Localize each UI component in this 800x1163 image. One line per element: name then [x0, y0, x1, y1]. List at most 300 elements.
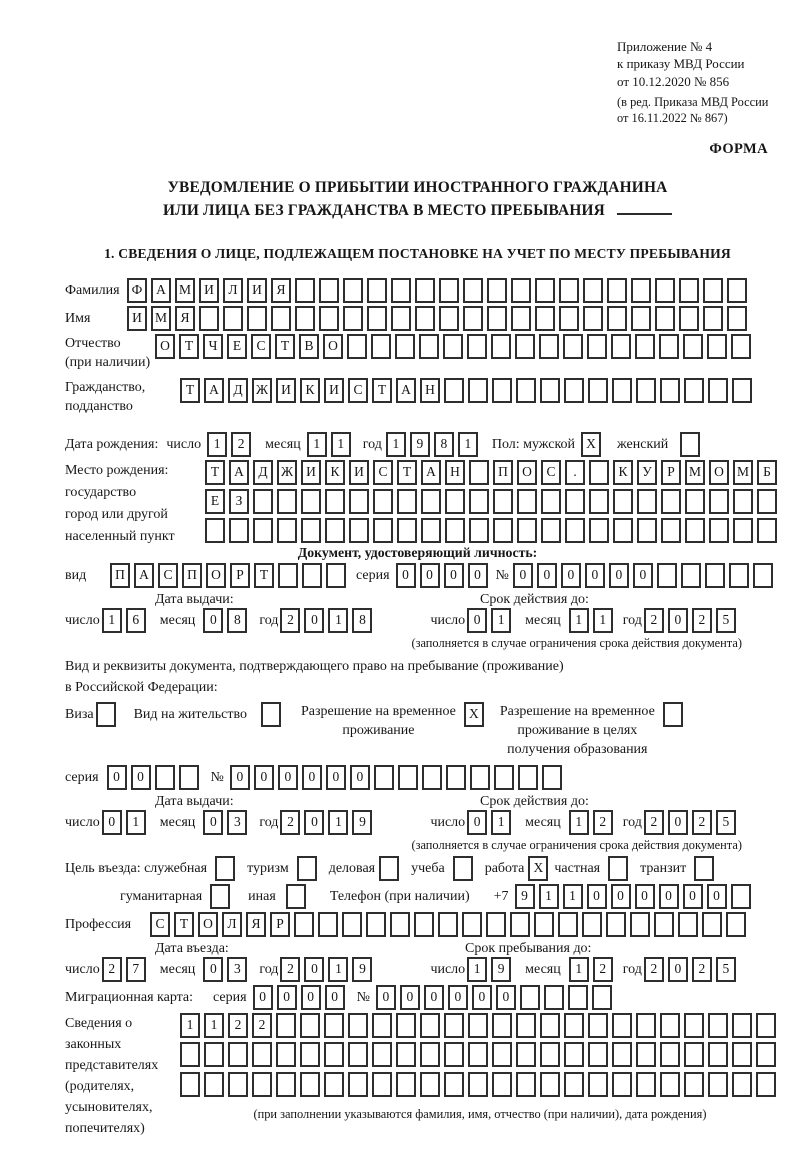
cell[interactable]	[559, 306, 579, 331]
cell[interactable]: О	[517, 460, 537, 485]
purpose-study-checkbox[interactable]	[453, 856, 477, 881]
cell[interactable]	[535, 278, 555, 303]
cell[interactable]	[685, 518, 705, 543]
cell[interactable]	[636, 378, 656, 403]
cell[interactable]: Т	[372, 378, 392, 403]
cell[interactable]	[733, 518, 753, 543]
surname-input[interactable]	[127, 278, 751, 303]
cell[interactable]: И	[199, 278, 219, 303]
cell[interactable]: А	[204, 378, 224, 403]
cell[interactable]	[349, 518, 369, 543]
cell[interactable]	[564, 1072, 584, 1097]
cell[interactable]: 0	[203, 810, 223, 835]
cell[interactable]	[588, 1072, 608, 1097]
cell[interactable]: И	[127, 306, 147, 331]
cell[interactable]: Л	[222, 912, 242, 937]
cell[interactable]	[205, 518, 225, 543]
cell[interactable]	[654, 912, 674, 937]
cell[interactable]	[630, 912, 650, 937]
cell[interactable]: .	[565, 460, 585, 485]
cell[interactable]: 1	[569, 810, 589, 835]
cell[interactable]: 0	[304, 810, 324, 835]
cell[interactable]	[679, 306, 699, 331]
cell[interactable]: 1	[491, 608, 511, 633]
name-input[interactable]	[127, 306, 751, 331]
cell[interactable]	[372, 1042, 392, 1067]
cell[interactable]	[657, 563, 677, 588]
cell[interactable]	[462, 912, 482, 937]
cell[interactable]	[420, 1013, 440, 1038]
purpose-private-checkbox[interactable]	[608, 856, 632, 881]
cell[interactable]: Р	[230, 563, 250, 588]
cell[interactable]	[516, 1072, 536, 1097]
cell[interactable]: 9	[410, 432, 430, 457]
cell[interactable]: 1	[331, 432, 351, 457]
cell[interactable]: 0	[131, 765, 151, 790]
cell[interactable]	[444, 1072, 464, 1097]
cell[interactable]: Ф	[127, 278, 147, 303]
cell[interactable]	[756, 1013, 776, 1038]
cell[interactable]	[588, 1042, 608, 1067]
cell[interactable]	[414, 912, 434, 937]
cell[interactable]	[319, 278, 339, 303]
visa-checkbox[interactable]	[96, 702, 120, 727]
cell[interactable]	[516, 1042, 536, 1067]
cell[interactable]: 0	[537, 563, 557, 588]
doc-issue-year-input[interactable]	[280, 608, 376, 633]
cell[interactable]: 0	[376, 985, 396, 1010]
cell[interactable]	[568, 985, 588, 1010]
cell[interactable]	[608, 856, 628, 881]
cell[interactable]	[631, 306, 651, 331]
cell[interactable]	[517, 489, 537, 514]
cell[interactable]	[252, 1042, 272, 1067]
cell[interactable]: Я	[271, 278, 291, 303]
cell[interactable]	[583, 306, 603, 331]
cell[interactable]	[204, 1042, 224, 1067]
cell[interactable]: 2	[280, 810, 300, 835]
cell[interactable]	[180, 1072, 200, 1097]
cell[interactable]	[277, 489, 297, 514]
cell[interactable]	[589, 489, 609, 514]
cell[interactable]	[611, 334, 631, 359]
cell[interactable]: С	[373, 460, 393, 485]
profession-input[interactable]	[150, 912, 750, 937]
permit-valid-year-input[interactable]	[644, 810, 740, 835]
cell[interactable]: 2	[280, 957, 300, 982]
cell[interactable]: 0	[611, 884, 631, 909]
cell[interactable]	[421, 518, 441, 543]
cell[interactable]: 0	[304, 957, 324, 982]
cell[interactable]: 0	[326, 765, 346, 790]
cell[interactable]	[589, 518, 609, 543]
cell[interactable]	[732, 1042, 752, 1067]
cell[interactable]	[612, 1072, 632, 1097]
cell[interactable]	[179, 765, 199, 790]
cell[interactable]	[544, 985, 564, 1010]
cell[interactable]	[540, 1013, 560, 1038]
cell[interactable]: С	[158, 563, 178, 588]
cell[interactable]	[492, 378, 512, 403]
cell[interactable]	[180, 1042, 200, 1067]
birth-year-input[interactable]	[386, 432, 482, 457]
cell[interactable]: 0	[587, 884, 607, 909]
cell[interactable]: 0	[633, 563, 653, 588]
cell[interactable]: Ч	[203, 334, 223, 359]
purpose-transit-checkbox[interactable]	[694, 856, 718, 881]
cell[interactable]: 0	[683, 884, 703, 909]
cell[interactable]	[486, 912, 506, 937]
cell[interactable]	[703, 306, 723, 331]
cell[interactable]	[397, 489, 417, 514]
cell[interactable]: И	[276, 378, 296, 403]
cell[interactable]	[469, 518, 489, 543]
cell[interactable]: 8	[434, 432, 454, 457]
cell[interactable]	[391, 278, 411, 303]
cell[interactable]: 1	[328, 608, 348, 633]
cell[interactable]	[301, 489, 321, 514]
cell[interactable]: 5	[716, 608, 736, 633]
doc-valid-day-input[interactable]	[467, 608, 515, 633]
cell[interactable]: 8	[352, 608, 372, 633]
cell[interactable]	[397, 518, 417, 543]
cell[interactable]	[367, 278, 387, 303]
cell[interactable]	[372, 1013, 392, 1038]
cell[interactable]	[726, 912, 746, 937]
patronymic-input[interactable]	[155, 334, 755, 359]
cell[interactable]: 0	[325, 985, 345, 1010]
cell[interactable]	[379, 856, 399, 881]
cell[interactable]	[324, 1042, 344, 1067]
cell[interactable]: 2	[692, 957, 712, 982]
cell[interactable]: 0	[107, 765, 127, 790]
cell[interactable]	[541, 518, 561, 543]
cell[interactable]	[215, 856, 235, 881]
cell[interactable]	[420, 1072, 440, 1097]
cell[interactable]: 9	[491, 957, 511, 982]
purpose-humanitarian-checkbox[interactable]	[210, 884, 234, 909]
cell[interactable]: 3	[227, 810, 247, 835]
cell[interactable]	[155, 765, 175, 790]
cell[interactable]	[729, 563, 749, 588]
cell[interactable]: 1	[328, 957, 348, 982]
cell[interactable]: Т	[397, 460, 417, 485]
cell[interactable]: М	[175, 278, 195, 303]
cell[interactable]: 0	[609, 563, 629, 588]
cell[interactable]: И	[247, 278, 267, 303]
cell[interactable]: М	[733, 460, 753, 485]
cell[interactable]	[253, 489, 273, 514]
cell[interactable]	[757, 518, 777, 543]
cell[interactable]	[324, 1072, 344, 1097]
cell[interactable]: 9	[352, 810, 372, 835]
cell[interactable]	[348, 1072, 368, 1097]
cell[interactable]	[96, 702, 116, 727]
cell[interactable]: 2	[644, 810, 664, 835]
cell[interactable]: X	[581, 432, 601, 457]
cell[interactable]: 0	[102, 810, 122, 835]
sex-male-checkbox[interactable]	[581, 432, 605, 457]
temp-residence-checkbox[interactable]	[464, 702, 488, 727]
stay-month-input[interactable]	[569, 957, 617, 982]
cell[interactable]	[468, 1042, 488, 1067]
cell[interactable]	[398, 765, 418, 790]
cell[interactable]: И	[324, 378, 344, 403]
cell[interactable]	[708, 1042, 728, 1067]
doc-issue-month-input[interactable]	[203, 608, 251, 633]
cell[interactable]	[589, 460, 609, 485]
cell[interactable]: 2	[102, 957, 122, 982]
doc-type-input[interactable]	[110, 563, 350, 588]
cell[interactable]	[727, 278, 747, 303]
cell[interactable]	[297, 856, 317, 881]
cell[interactable]: 1	[569, 608, 589, 633]
cell[interactable]	[444, 1013, 464, 1038]
cell[interactable]: 0	[350, 765, 370, 790]
phone-input[interactable]	[515, 884, 755, 909]
cell[interactable]: Т	[179, 334, 199, 359]
cell[interactable]	[613, 518, 633, 543]
cell[interactable]	[637, 489, 657, 514]
cell[interactable]	[731, 884, 751, 909]
cell[interactable]: Ж	[252, 378, 272, 403]
cell[interactable]: 2	[644, 608, 664, 633]
cell[interactable]	[277, 518, 297, 543]
cell[interactable]	[348, 1013, 368, 1038]
cell[interactable]	[421, 489, 441, 514]
doc-issue-day-input[interactable]	[102, 608, 150, 633]
cell[interactable]	[325, 489, 345, 514]
cell[interactable]: 0	[468, 563, 488, 588]
cell[interactable]: 0	[254, 765, 274, 790]
cell[interactable]	[444, 378, 464, 403]
cell[interactable]	[302, 563, 322, 588]
cell[interactable]	[511, 306, 531, 331]
cell[interactable]	[637, 518, 657, 543]
cell[interactable]	[684, 1072, 704, 1097]
cell[interactable]: П	[493, 460, 513, 485]
cell[interactable]	[702, 912, 722, 937]
cell[interactable]	[660, 1072, 680, 1097]
cell[interactable]	[294, 912, 314, 937]
cell[interactable]	[708, 1072, 728, 1097]
cell[interactable]	[295, 278, 315, 303]
cell[interactable]: 0	[203, 608, 223, 633]
cell[interactable]	[612, 378, 632, 403]
cell[interactable]	[300, 1042, 320, 1067]
cell[interactable]: Б	[757, 460, 777, 485]
cell[interactable]	[708, 1013, 728, 1038]
cell[interactable]: Д	[253, 460, 273, 485]
cell[interactable]: Т	[174, 912, 194, 937]
cell[interactable]: 1	[467, 957, 487, 982]
cell[interactable]	[463, 278, 483, 303]
cell[interactable]	[694, 856, 714, 881]
cell[interactable]	[445, 518, 465, 543]
cell[interactable]: Д	[228, 378, 248, 403]
cell[interactable]	[210, 884, 230, 909]
cell[interactable]	[295, 306, 315, 331]
cell[interactable]: 9	[352, 957, 372, 982]
cell[interactable]: О	[206, 563, 226, 588]
cell[interactable]	[660, 1013, 680, 1038]
cell[interactable]	[565, 518, 585, 543]
cell[interactable]	[583, 278, 603, 303]
stay-day-input[interactable]	[467, 957, 515, 982]
representatives-input-line3[interactable]	[180, 1072, 780, 1097]
stay-year-input[interactable]	[644, 957, 740, 982]
cell[interactable]	[371, 334, 391, 359]
cell[interactable]: О	[323, 334, 343, 359]
cell[interactable]: О	[709, 460, 729, 485]
birth-month-input[interactable]	[307, 432, 355, 457]
cell[interactable]	[252, 1072, 272, 1097]
cell[interactable]	[655, 278, 675, 303]
cell[interactable]	[663, 702, 683, 727]
cell[interactable]: X	[464, 702, 484, 727]
cell[interactable]: В	[299, 334, 319, 359]
cell[interactable]	[223, 306, 243, 331]
cell[interactable]	[516, 1013, 536, 1038]
cell[interactable]	[470, 765, 490, 790]
cell[interactable]: 0	[278, 765, 298, 790]
cell[interactable]	[229, 518, 249, 543]
cell[interactable]	[681, 563, 701, 588]
cell[interactable]: О	[198, 912, 218, 937]
cell[interactable]: А	[229, 460, 249, 485]
cell[interactable]: 0	[302, 765, 322, 790]
cell[interactable]: 5	[716, 810, 736, 835]
cell[interactable]	[199, 306, 219, 331]
cell[interactable]	[540, 1072, 560, 1097]
cell[interactable]	[510, 912, 530, 937]
cell[interactable]	[678, 912, 698, 937]
cell[interactable]: 2	[692, 810, 712, 835]
cell[interactable]: О	[155, 334, 175, 359]
cell[interactable]	[588, 378, 608, 403]
cell[interactable]	[707, 334, 727, 359]
cell[interactable]	[612, 1013, 632, 1038]
cell[interactable]	[415, 278, 435, 303]
cell[interactable]	[564, 1013, 584, 1038]
permit-issue-year-input[interactable]	[280, 810, 376, 835]
cell[interactable]	[685, 489, 705, 514]
cell[interactable]: 0	[668, 810, 688, 835]
cell[interactable]	[534, 912, 554, 937]
cell[interactable]: Р	[661, 460, 681, 485]
cell[interactable]: Т	[180, 378, 200, 403]
cell[interactable]	[373, 489, 393, 514]
cell[interactable]: 6	[126, 608, 146, 633]
permit-valid-month-input[interactable]	[569, 810, 617, 835]
cell[interactable]: А	[134, 563, 154, 588]
cell[interactable]	[636, 1072, 656, 1097]
cell[interactable]	[582, 912, 602, 937]
cell[interactable]	[487, 306, 507, 331]
birth-day-input[interactable]	[207, 432, 255, 457]
cell[interactable]: Я	[175, 306, 195, 331]
cell[interactable]: А	[396, 378, 416, 403]
cell[interactable]	[535, 306, 555, 331]
cell[interactable]: 0	[420, 563, 440, 588]
cell[interactable]	[419, 334, 439, 359]
cell[interactable]: 0	[230, 765, 250, 790]
cell[interactable]: 0	[635, 884, 655, 909]
cell[interactable]	[348, 1042, 368, 1067]
cell[interactable]	[366, 912, 386, 937]
entry-day-input[interactable]	[102, 957, 150, 982]
cell[interactable]	[661, 489, 681, 514]
cell[interactable]	[559, 278, 579, 303]
cell[interactable]	[511, 278, 531, 303]
cell[interactable]	[342, 912, 362, 937]
cell[interactable]: К	[325, 460, 345, 485]
cell[interactable]: 0	[424, 985, 444, 1010]
cell[interactable]: 1	[102, 608, 122, 633]
cell[interactable]	[703, 278, 723, 303]
permit-issue-month-input[interactable]	[203, 810, 251, 835]
cell[interactable]: М	[151, 306, 171, 331]
cell[interactable]	[491, 334, 511, 359]
cell[interactable]	[395, 334, 415, 359]
cell[interactable]	[683, 334, 703, 359]
cell[interactable]: 2	[644, 957, 664, 982]
cell[interactable]	[709, 489, 729, 514]
cell[interactable]: И	[349, 460, 369, 485]
cell[interactable]	[347, 334, 367, 359]
cell[interactable]: 0	[304, 608, 324, 633]
cell[interactable]	[492, 1042, 512, 1067]
cell[interactable]: Н	[445, 460, 465, 485]
cell[interactable]	[261, 702, 281, 727]
cell[interactable]: 1	[126, 810, 146, 835]
cell[interactable]	[731, 334, 751, 359]
cell[interactable]	[396, 1072, 416, 1097]
cell[interactable]	[463, 306, 483, 331]
cell[interactable]: П	[182, 563, 202, 588]
cell[interactable]: 8	[227, 608, 247, 633]
cell[interactable]: С	[541, 460, 561, 485]
cell[interactable]: А	[421, 460, 441, 485]
birthplace-input-line1[interactable]	[205, 460, 781, 485]
cell[interactable]: 1	[307, 432, 327, 457]
cell[interactable]: 1	[563, 884, 583, 909]
cell[interactable]: 0	[668, 957, 688, 982]
cell[interactable]	[318, 912, 338, 937]
cell[interactable]	[588, 1013, 608, 1038]
cell[interactable]: У	[637, 460, 657, 485]
cell[interactable]: 0	[400, 985, 420, 1010]
doc-valid-month-input[interactable]	[569, 608, 617, 633]
cell[interactable]	[390, 912, 410, 937]
cell[interactable]	[661, 518, 681, 543]
cell[interactable]: И	[301, 460, 321, 485]
cell[interactable]: 2	[692, 608, 712, 633]
cell[interactable]	[439, 306, 459, 331]
cell[interactable]: Т	[275, 334, 295, 359]
cell[interactable]	[564, 1042, 584, 1067]
cell[interactable]: 0	[707, 884, 727, 909]
cell[interactable]	[453, 856, 473, 881]
cell[interactable]: 3	[227, 957, 247, 982]
cell[interactable]: 1	[328, 810, 348, 835]
cell[interactable]	[343, 278, 363, 303]
cell[interactable]: 1	[458, 432, 478, 457]
cell[interactable]	[301, 518, 321, 543]
cell[interactable]: 2	[280, 608, 300, 633]
cell[interactable]: Т	[254, 563, 274, 588]
purpose-tourism-checkbox[interactable]	[297, 856, 321, 881]
